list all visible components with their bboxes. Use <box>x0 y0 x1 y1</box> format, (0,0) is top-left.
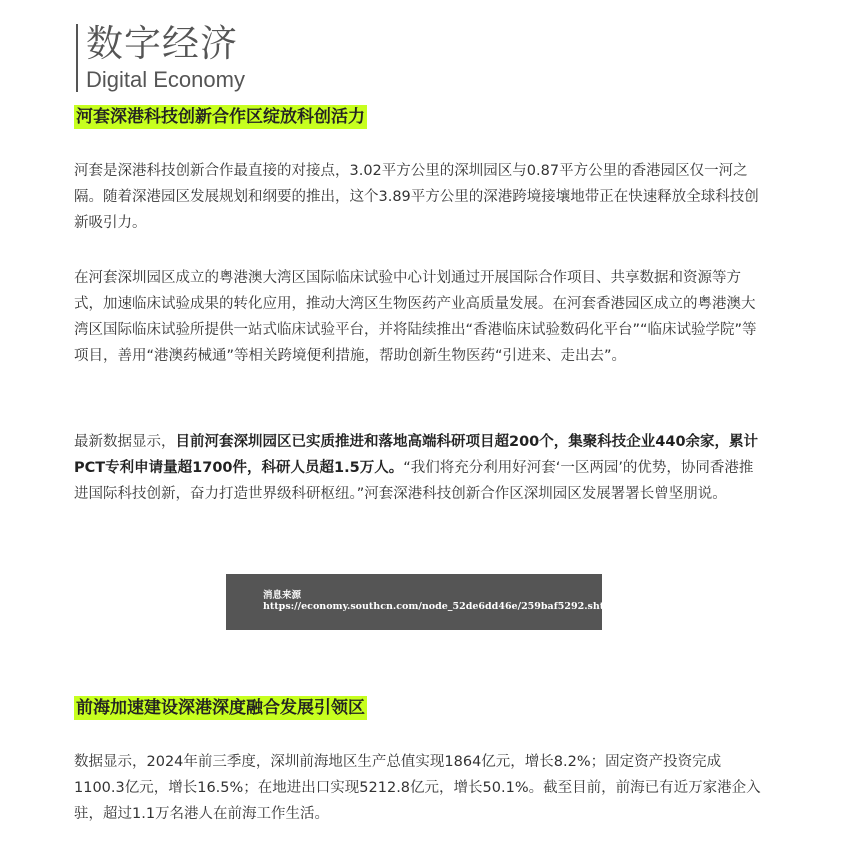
paragraph-hetao-intro: 河套是深港科技创新合作最直接的对接点，3.02平方公里的深圳园区与0.87平方公里的香港园区仅一河之隔。随着深港园区发展规划和纲要的推出，这个3.89平方公里的深港跨境接壤地带正在快速释放全球科技创新吸引力。 <box>74 163 759 231</box>
source-url[interactable]: https://economy.southcn.com/node_52de6dd46e/259baf5292.shtml <box>263 601 618 612</box>
section-title-qianhai: 前海加速建设深港深度融合发展引领区 <box>76 698 365 718</box>
paragraph-qianhai-data: 数据显示，2024年前三季度，深圳前海地区生产总值实现1864亿元，增长8.2%；固定资产投资完成1100.3亿元，增长16.5%；在地进出口实现5212.8亿元，增长50.1%。截至目前，前海已有近万家港企入驻，超过1.1万名港人在前海工作生活。 <box>74 754 761 822</box>
paragraph-latest-data-quote: “我们将充分利用好河套‘一区两园’的优势，协同香港推进国际科技创新，奋力打造世界级科研枢纽。”河套深港科技创新合作区深圳园区发展署署长曾坚朋说。 <box>74 460 754 502</box>
paragraph-clinical-trials: 在河套深圳园区成立的粤港澳大湾区国际临床试验中心计划通过开展国际合作项目、共享数据和资源等方式，加速临床试验成果的转化应用，推动大湾区生物医药产业高质量发展。在河套香港园区成立的粤港澳大湾区国际临床试验所提供一站式临床试验平台，并将陆续推出“香港临床试验数码化平台”“临床试验学院”等项目，善用“港澳药械通”等相关跨境便利措施，帮助创新生物医药“引进来、走出去”。 <box>74 270 757 364</box>
paragraph-latest-data-highlight: 目前河套深圳园区已实质推进和落地高端科研项目超200个，集聚科技企业440余家，累计PCT专利申请量超1700件，科研人员超1.5万人。 <box>74 434 759 476</box>
source-label: 消息来源 <box>263 590 302 601</box>
column-title-en: Digital Economy <box>86 67 245 92</box>
section-title-hetao: 河套深港科技创新合作区绽放科创活力 <box>76 107 365 127</box>
source-box <box>226 574 618 630</box>
column-title-cn: 数字经济 <box>86 22 238 65</box>
paragraph-latest-data <box>74 429 764 507</box>
column-header <box>76 24 245 92</box>
paragraph-latest-data-prefix: 最新数据显示， <box>74 434 176 450</box>
